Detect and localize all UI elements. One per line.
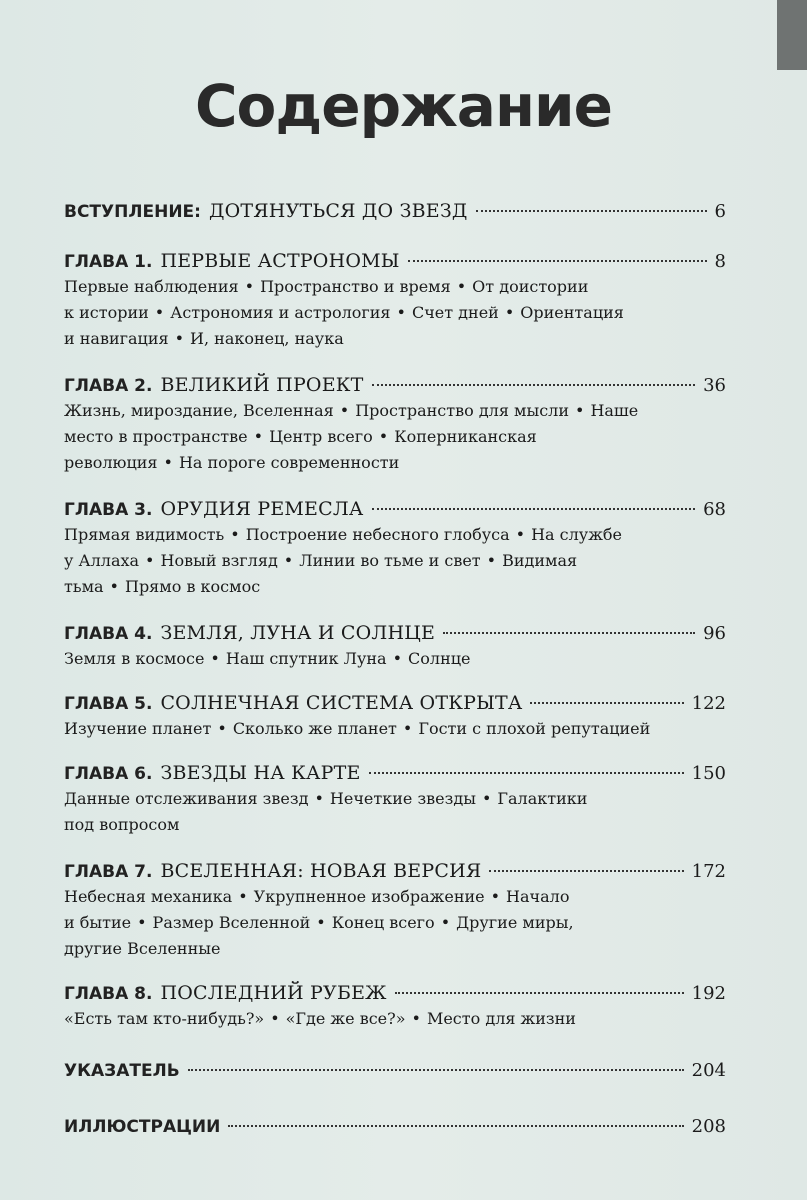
bullet-separator: •: [490, 887, 501, 906]
subsection-item: Видимая: [502, 551, 578, 570]
subsection-list: [64, 522, 726, 600]
toc-entry[interactable]: [64, 1114, 726, 1140]
subsection-row: [64, 884, 726, 910]
toc-entry-line: [64, 496, 726, 522]
subsection-row: [64, 548, 726, 574]
chapter-label: ГЛАВА 1.: [64, 252, 153, 272]
subsection-item: Размер Вселенной: [152, 913, 311, 932]
subsection-item: Наше: [590, 401, 639, 420]
bullet-separator: •: [440, 913, 451, 932]
subsection-item: Укрупненное изображение: [253, 887, 485, 906]
subsection-list: [64, 716, 726, 742]
subsection-item: Линии во тьме и свет: [299, 551, 481, 570]
subsection-item: и навигация: [64, 329, 169, 348]
chapter-title: ДОТЯНУТЬСЯ ДО ЗВЕЗД: [208, 200, 468, 222]
subsection-item: Наш спутник Луна: [225, 649, 387, 668]
toc-entry-line: [64, 372, 726, 398]
subsection-item: Счет дней: [411, 303, 499, 322]
subsection-item: тьма: [64, 577, 104, 596]
bullet-separator: •: [137, 913, 147, 932]
bullet-separator: •: [486, 551, 497, 570]
dot-leader: [476, 210, 707, 212]
bullet-separator: •: [244, 277, 255, 296]
bullet-separator: •: [270, 1009, 280, 1028]
toc-entry[interactable]: [64, 760, 726, 838]
bullet-separator: •: [411, 1009, 421, 1028]
subsection-item: Небесная механика: [64, 887, 233, 906]
page-number: 204: [691, 1060, 726, 1081]
subsection-item: Место для жизни: [426, 1009, 576, 1028]
bullet-separator: •: [217, 719, 227, 738]
subsection-item: На службе: [531, 525, 623, 544]
dot-leader: [443, 632, 695, 634]
subsection-item: Коперниканская: [394, 427, 537, 446]
toc-entry-line: [64, 858, 726, 884]
dot-leader: [489, 870, 683, 872]
page-number: 6: [714, 201, 726, 222]
subsection-item: Конец всего: [331, 913, 435, 932]
page-number: 192: [691, 983, 726, 1004]
subsection-item: другие Вселенные: [64, 939, 221, 958]
subsection-item: Прямо в космос: [124, 577, 261, 596]
subsection-row: [64, 646, 726, 672]
subsection-list: [64, 786, 726, 838]
page-number: 150: [691, 763, 726, 784]
subsection-item: Новый взгляд: [160, 551, 278, 570]
subsection-row: [64, 450, 726, 476]
chapter-title: ПЕРВЫЕ АСТРОНОМЫ: [160, 250, 400, 272]
subsection-item: Построение небесного глобуса: [245, 525, 510, 544]
subsection-item: к истории: [64, 303, 149, 322]
bullet-separator: •: [504, 303, 515, 322]
subsection-item: Центр всего: [269, 427, 373, 446]
subsection-list: [64, 274, 726, 352]
toc-entry-line: [64, 198, 726, 224]
subsection-item: От доистории: [472, 277, 589, 296]
subsection-item: и бытие: [64, 913, 132, 932]
chapter-label: ГЛАВА 3.: [64, 500, 153, 520]
subsection-item: Сколько же планет: [232, 719, 397, 738]
subsection-item: революция: [64, 453, 158, 472]
bullet-separator: •: [316, 913, 326, 932]
subsection-row: [64, 326, 726, 352]
toc-entry[interactable]: [64, 690, 726, 742]
chapter-label: ГЛАВА 7.: [64, 862, 153, 882]
bullet-separator: •: [575, 401, 585, 420]
bullet-separator: •: [283, 551, 294, 570]
toc-entry[interactable]: [64, 980, 726, 1032]
subsection-row: [64, 910, 726, 936]
subsection-item: И, наконец, наука: [190, 329, 344, 348]
toc-entry-line: [64, 248, 726, 274]
bullet-separator: •: [238, 887, 248, 906]
page-number: 122: [691, 693, 726, 714]
page-number: 172: [691, 861, 726, 882]
page-number: 8: [714, 251, 726, 272]
subsection-item: под вопросом: [64, 815, 180, 834]
subsection-item: у Аллаха: [64, 551, 140, 570]
bullet-separator: •: [314, 789, 324, 808]
subsection-row: [64, 574, 726, 600]
subsection-row: [64, 424, 726, 450]
subsection-item: Пространство и время: [260, 277, 451, 296]
subsection-item: Нечеткие звезды: [329, 789, 476, 808]
bullet-separator: •: [253, 427, 264, 446]
subsection-item: Пространство для мысли: [355, 401, 569, 420]
chapter-label: ГЛАВА 8.: [64, 984, 153, 1004]
subsection-row: [64, 300, 726, 326]
chapter-label: УКАЗАТЕЛЬ: [64, 1061, 180, 1081]
subsection-row: [64, 786, 726, 812]
toc-entry-line: [64, 1114, 726, 1140]
bullet-separator: •: [339, 401, 350, 420]
page-title: Содержание: [194, 72, 612, 140]
toc-entry-line: [64, 690, 726, 716]
chapter-label: ГЛАВА 4.: [64, 624, 153, 644]
page-number: 68: [703, 499, 726, 520]
subsection-row: [64, 812, 726, 838]
page-edge: [777, 0, 807, 70]
bullet-separator: •: [210, 649, 220, 668]
chapter-label: ГЛАВА 5.: [64, 694, 153, 714]
dot-leader: [372, 508, 696, 510]
subsection-row: [64, 398, 726, 424]
subsection-row: [64, 522, 726, 548]
toc-entry[interactable]: [64, 1058, 726, 1084]
chapter-title: ОРУДИЯ РЕМЕСЛА: [160, 498, 364, 520]
subsection-item: Гости с плохой репутацией: [418, 719, 651, 738]
subsection-item: «Есть там кто-нибудь?»: [64, 1009, 265, 1028]
subsection-item: «Где же все?»: [285, 1009, 406, 1028]
bullet-separator: •: [109, 577, 119, 596]
subsection-item: На пороге современности: [178, 453, 400, 472]
dot-leader: [372, 384, 696, 386]
bullet-separator: •: [145, 551, 155, 570]
toc-entry-line: [64, 760, 726, 786]
subsection-list: [64, 884, 726, 962]
toc-entry[interactable]: [64, 372, 726, 476]
chapter-title: СОЛНЕЧНАЯ СИСТЕМА ОТКРЫТА: [160, 692, 523, 714]
subsection-item: Начало: [506, 887, 570, 906]
subsection-item: Другие миры,: [456, 913, 574, 932]
chapter-label: ИЛЛЮСТРАЦИИ: [64, 1117, 221, 1137]
chapter-label: ВСТУПЛЕНИЕ:: [64, 202, 201, 222]
chapter-title: ВСЕЛЕННАЯ: НОВАЯ ВЕРСИЯ: [160, 860, 482, 882]
toc-entry-line: [64, 980, 726, 1006]
dot-leader: [228, 1125, 683, 1127]
subsection-item: Земля в космосе: [64, 649, 205, 668]
subsection-item: Первые наблюдения: [64, 277, 239, 296]
bullet-separator: •: [174, 329, 185, 348]
bullet-separator: •: [456, 277, 467, 296]
subsection-item: Ориентация: [520, 303, 624, 322]
subsection-row: [64, 716, 726, 742]
page-number: 36: [703, 375, 726, 396]
subsection-item: Изучение планет: [64, 719, 212, 738]
toc-entry[interactable]: [64, 248, 726, 352]
subsection-item: Солнце: [408, 649, 471, 668]
dot-leader: [369, 772, 684, 774]
toc-entry[interactable]: [64, 198, 726, 224]
chapter-label: ГЛАВА 2.: [64, 376, 153, 396]
chapter-title: ПОСЛЕДНИЙ РУБЕЖ: [160, 982, 387, 1004]
toc-entry-line: [64, 620, 726, 646]
table-of-contents: [64, 198, 726, 1140]
bullet-separator: •: [396, 303, 406, 322]
toc-entry[interactable]: [64, 858, 726, 962]
bullet-separator: •: [515, 525, 526, 544]
dot-leader: [395, 992, 684, 994]
subsection-list: [64, 1006, 726, 1032]
toc-entry[interactable]: [64, 620, 726, 672]
subsection-item: Данные отслеживания звезд: [64, 789, 309, 808]
subsection-item: Галактики: [497, 789, 588, 808]
subsection-row: [64, 274, 726, 300]
toc-entry-line: [64, 1058, 726, 1084]
bullet-separator: •: [378, 427, 389, 446]
subsection-item: Жизнь, мироздание, Вселенная: [64, 401, 334, 420]
subsection-list: [64, 646, 726, 672]
toc-entry[interactable]: [64, 496, 726, 600]
bullet-separator: •: [154, 303, 165, 322]
subsection-row: [64, 1006, 726, 1032]
page-number: 96: [703, 623, 726, 644]
bullet-separator: •: [481, 789, 492, 808]
bullet-separator: •: [163, 453, 173, 472]
dot-leader: [188, 1069, 684, 1071]
chapter-label: ГЛАВА 6.: [64, 764, 153, 784]
chapter-title: ЗВЕЗДЫ НА КАРТЕ: [160, 762, 361, 784]
bullet-separator: •: [230, 525, 240, 544]
dot-leader: [408, 260, 707, 262]
chapter-title: ЗЕМЛЯ, ЛУНА И СОЛНЦЕ: [160, 622, 436, 644]
subsection-list: [64, 398, 726, 476]
dot-leader: [530, 702, 683, 704]
chapter-title: ВЕЛИКИЙ ПРОЕКТ: [160, 374, 364, 396]
page-number: 208: [691, 1116, 726, 1137]
subsection-item: Прямая видимость: [64, 525, 225, 544]
bullet-separator: •: [392, 649, 403, 668]
subsection-row: [64, 936, 726, 962]
bullet-separator: •: [402, 719, 413, 738]
subsection-item: Астрономия и астрология: [170, 303, 391, 322]
subsection-item: место в пространстве: [64, 427, 248, 446]
